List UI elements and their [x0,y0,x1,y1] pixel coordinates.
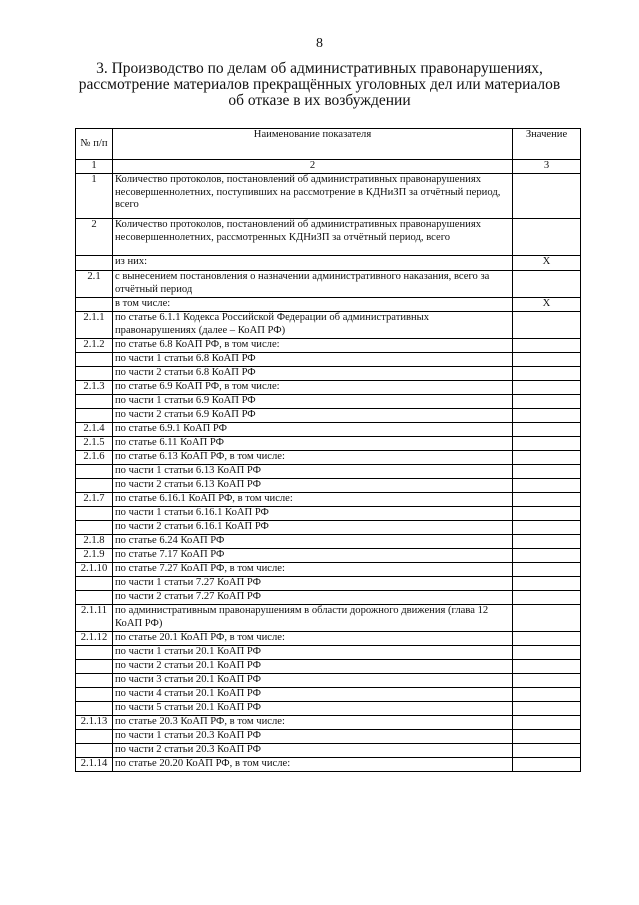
table-row [76,591,581,605]
row-value[interactable] [513,577,581,591]
table-body [76,174,581,772]
row-number: 2.1.2 [76,339,113,353]
row-value[interactable] [513,744,581,758]
table-row [76,646,581,660]
row-indicator-name: по части 2 статьи 6.13 КоАП РФ [113,479,513,493]
row-indicator-name: по части 2 статьи 6.8 КоАП РФ [113,367,513,381]
table-row [76,563,581,577]
table-row [76,271,581,298]
row-number [76,674,113,688]
table-row [76,451,581,465]
row-value[interactable] [513,174,581,219]
table-row [76,256,581,271]
table-row [76,465,581,479]
row-indicator-name: по статье 7.27 КоАП РФ, в том числе: [113,563,513,577]
row-value[interactable] [513,507,581,521]
table-row [76,219,581,256]
row-value[interactable] [513,549,581,563]
row-number [76,577,113,591]
row-indicator-name: по части 1 статьи 6.16.1 КоАП РФ [113,507,513,521]
row-indicator-name: по части 2 статьи 20.1 КоАП РФ [113,660,513,674]
row-value[interactable] [513,437,581,451]
table-row [76,507,581,521]
index-value: 3 [513,160,581,174]
row-number: 2.1.14 [76,758,113,772]
table-row [76,577,581,591]
row-indicator-name: с вынесением постановления о назначении административного наказания, всего за отчётный период [113,271,513,298]
row-value[interactable] [513,702,581,716]
row-indicator-name: по административным правонарушениям в области дорожного движения (глава 12 КоАП РФ) [113,605,513,632]
row-number [76,465,113,479]
row-number [76,660,113,674]
row-indicator-name: по части 5 статьи 20.1 КоАП РФ [113,702,513,716]
row-indicator-name: по части 2 статьи 20.3 КоАП РФ [113,744,513,758]
row-value[interactable] [513,674,581,688]
row-indicator-name: по части 1 статьи 7.27 КоАП РФ [113,577,513,591]
table-row [76,674,581,688]
row-number [76,730,113,744]
row-number [76,744,113,758]
heading-line-3: об отказе в их возбуждении [228,92,411,109]
row-indicator-name: по статье 6.1.1 Кодекса Российской Федерации об административных правонарушениях (далее – КоАП РФ) [113,312,513,339]
row-indicator-name: по статье 20.3 КоАП РФ, в том числе: [113,716,513,730]
table-row [76,716,581,730]
table-row [76,339,581,353]
row-number [76,256,113,271]
row-number: 2.1.5 [76,437,113,451]
row-number [76,688,113,702]
row-number: 2.1.13 [76,716,113,730]
row-indicator-name: по статье 20.20 КоАП РФ, в том числе: [113,758,513,772]
row-value[interactable] [513,465,581,479]
row-value[interactable] [513,591,581,605]
row-number [76,521,113,535]
row-number [76,507,113,521]
table-row [76,174,581,219]
row-value[interactable] [513,381,581,395]
row-indicator-name: по статье 6.8 КоАП РФ, в том числе: [113,339,513,353]
row-value[interactable] [513,219,581,256]
row-indicator-name: по части 2 статьи 7.27 КоАП РФ [113,591,513,605]
row-value[interactable] [513,409,581,423]
row-indicator-name: по статье 20.1 КоАП РФ, в том числе: [113,632,513,646]
table-row [76,395,581,409]
row-indicator-name: Количество протоколов, постановлений об административных правонарушениях несовершеннолетних, рассмотренных КДНиЗП за отчётный период, всего [113,219,513,256]
table-row [76,479,581,493]
header-value: Значение [513,129,581,160]
row-value[interactable] [513,451,581,465]
row-value[interactable] [513,312,581,339]
row-indicator-name: по части 1 статьи 20.3 КоАП РФ [113,730,513,744]
row-value[interactable]: X [513,256,581,271]
row-number [76,353,113,367]
row-indicator-name: по статье 6.9 КоАП РФ, в том числе: [113,381,513,395]
row-number: 2.1.7 [76,493,113,507]
row-indicator-name: по статье 7.17 КоАП РФ [113,549,513,563]
row-number: 2 [76,219,113,256]
row-indicator-name: по статье 6.9.1 КоАП РФ [113,423,513,437]
page-number: 8 [316,36,323,51]
table-row [76,632,581,646]
row-indicator-name: по части 3 статьи 20.1 КоАП РФ [113,674,513,688]
row-number [76,367,113,381]
row-number: 2.1.10 [76,563,113,577]
row-number [76,395,113,409]
heading-line-1: 3. Производство по делам об административных правонарушениях, [96,60,543,77]
row-value[interactable] [513,479,581,493]
row-value[interactable] [513,660,581,674]
table-row [76,549,581,563]
row-value[interactable] [513,367,581,381]
row-number [76,298,113,312]
row-value[interactable] [513,521,581,535]
row-value[interactable] [513,535,581,549]
row-value[interactable] [513,716,581,730]
row-value[interactable] [513,423,581,437]
table-row [76,730,581,744]
table-row [76,605,581,632]
row-indicator-name: по статье 6.11 КоАП РФ [113,437,513,451]
row-value[interactable]: X [513,298,581,312]
row-number [76,591,113,605]
row-value[interactable] [513,353,581,367]
table-row [76,381,581,395]
table-row [76,409,581,423]
row-number: 2.1.9 [76,549,113,563]
row-indicator-name: по части 4 статьи 20.1 КоАП РФ [113,688,513,702]
row-value[interactable] [513,758,581,772]
row-value[interactable] [513,688,581,702]
row-number: 2.1 [76,271,113,298]
row-number: 2.1.3 [76,381,113,395]
row-indicator-name: по части 1 статьи 6.13 КоАП РФ [113,465,513,479]
table-row [76,688,581,702]
table-row [76,312,581,339]
row-indicator-name: по части 1 статьи 6.8 КоАП РФ [113,353,513,367]
row-value[interactable] [513,632,581,646]
row-value[interactable] [513,395,581,409]
table-row [76,298,581,312]
row-indicator-name: из них: [113,256,513,271]
table-row [76,744,581,758]
table-row [76,758,581,772]
column-index-row [76,160,581,174]
row-indicator-name: по статье 6.13 КоАП РФ, в том числе: [113,451,513,465]
row-value[interactable] [513,730,581,744]
row-number [76,702,113,716]
table-row [76,660,581,674]
row-number [76,409,113,423]
index-num: 1 [76,160,113,174]
indicators-table [75,128,581,772]
row-number: 1 [76,174,113,219]
table-row [76,367,581,381]
row-number: 2.1.6 [76,451,113,465]
row-number: 2.1.11 [76,605,113,632]
table-row [76,353,581,367]
row-number: 2.1.8 [76,535,113,549]
row-number [76,646,113,660]
row-number: 2.1.12 [76,632,113,646]
row-indicator-name: по части 1 статьи 6.9 КоАП РФ [113,395,513,409]
row-value[interactable] [513,271,581,298]
section-heading [60,61,579,109]
table-row [76,521,581,535]
header-name: Наименование показателя [113,129,513,160]
row-number [76,479,113,493]
row-indicator-name: по части 1 статьи 20.1 КоАП РФ [113,646,513,660]
heading-line-2: рассмотрение материалов прекращённых уголовных дел или материалов [78,76,561,93]
row-value[interactable] [513,339,581,353]
row-value[interactable] [513,646,581,660]
table-row [76,535,581,549]
row-indicator-name: по статье 6.24 КоАП РФ [113,535,513,549]
table-row [76,423,581,437]
table-row [76,702,581,716]
row-number: 2.1.1 [76,312,113,339]
row-number: 2.1.4 [76,423,113,437]
row-value[interactable] [513,493,581,507]
row-value[interactable] [513,605,581,632]
row-indicator-name: Количество протоколов, постановлений об административных правонарушениях несовершеннолетних, поступивших на рассмотрение в КДНиЗП за отчётный период, всего [113,174,513,219]
table-row [76,437,581,451]
row-indicator-name: по статье 6.16.1 КоАП РФ, в том числе: [113,493,513,507]
row-value[interactable] [513,563,581,577]
table-row [76,493,581,507]
row-indicator-name: по части 2 статьи 6.16.1 КоАП РФ [113,521,513,535]
index-name: 2 [113,160,513,174]
row-indicator-name: по части 2 статьи 6.9 КоАП РФ [113,409,513,423]
row-indicator-name: в том числе: [113,298,513,312]
table-header-row [76,129,581,160]
header-num: № п/п [76,129,113,160]
